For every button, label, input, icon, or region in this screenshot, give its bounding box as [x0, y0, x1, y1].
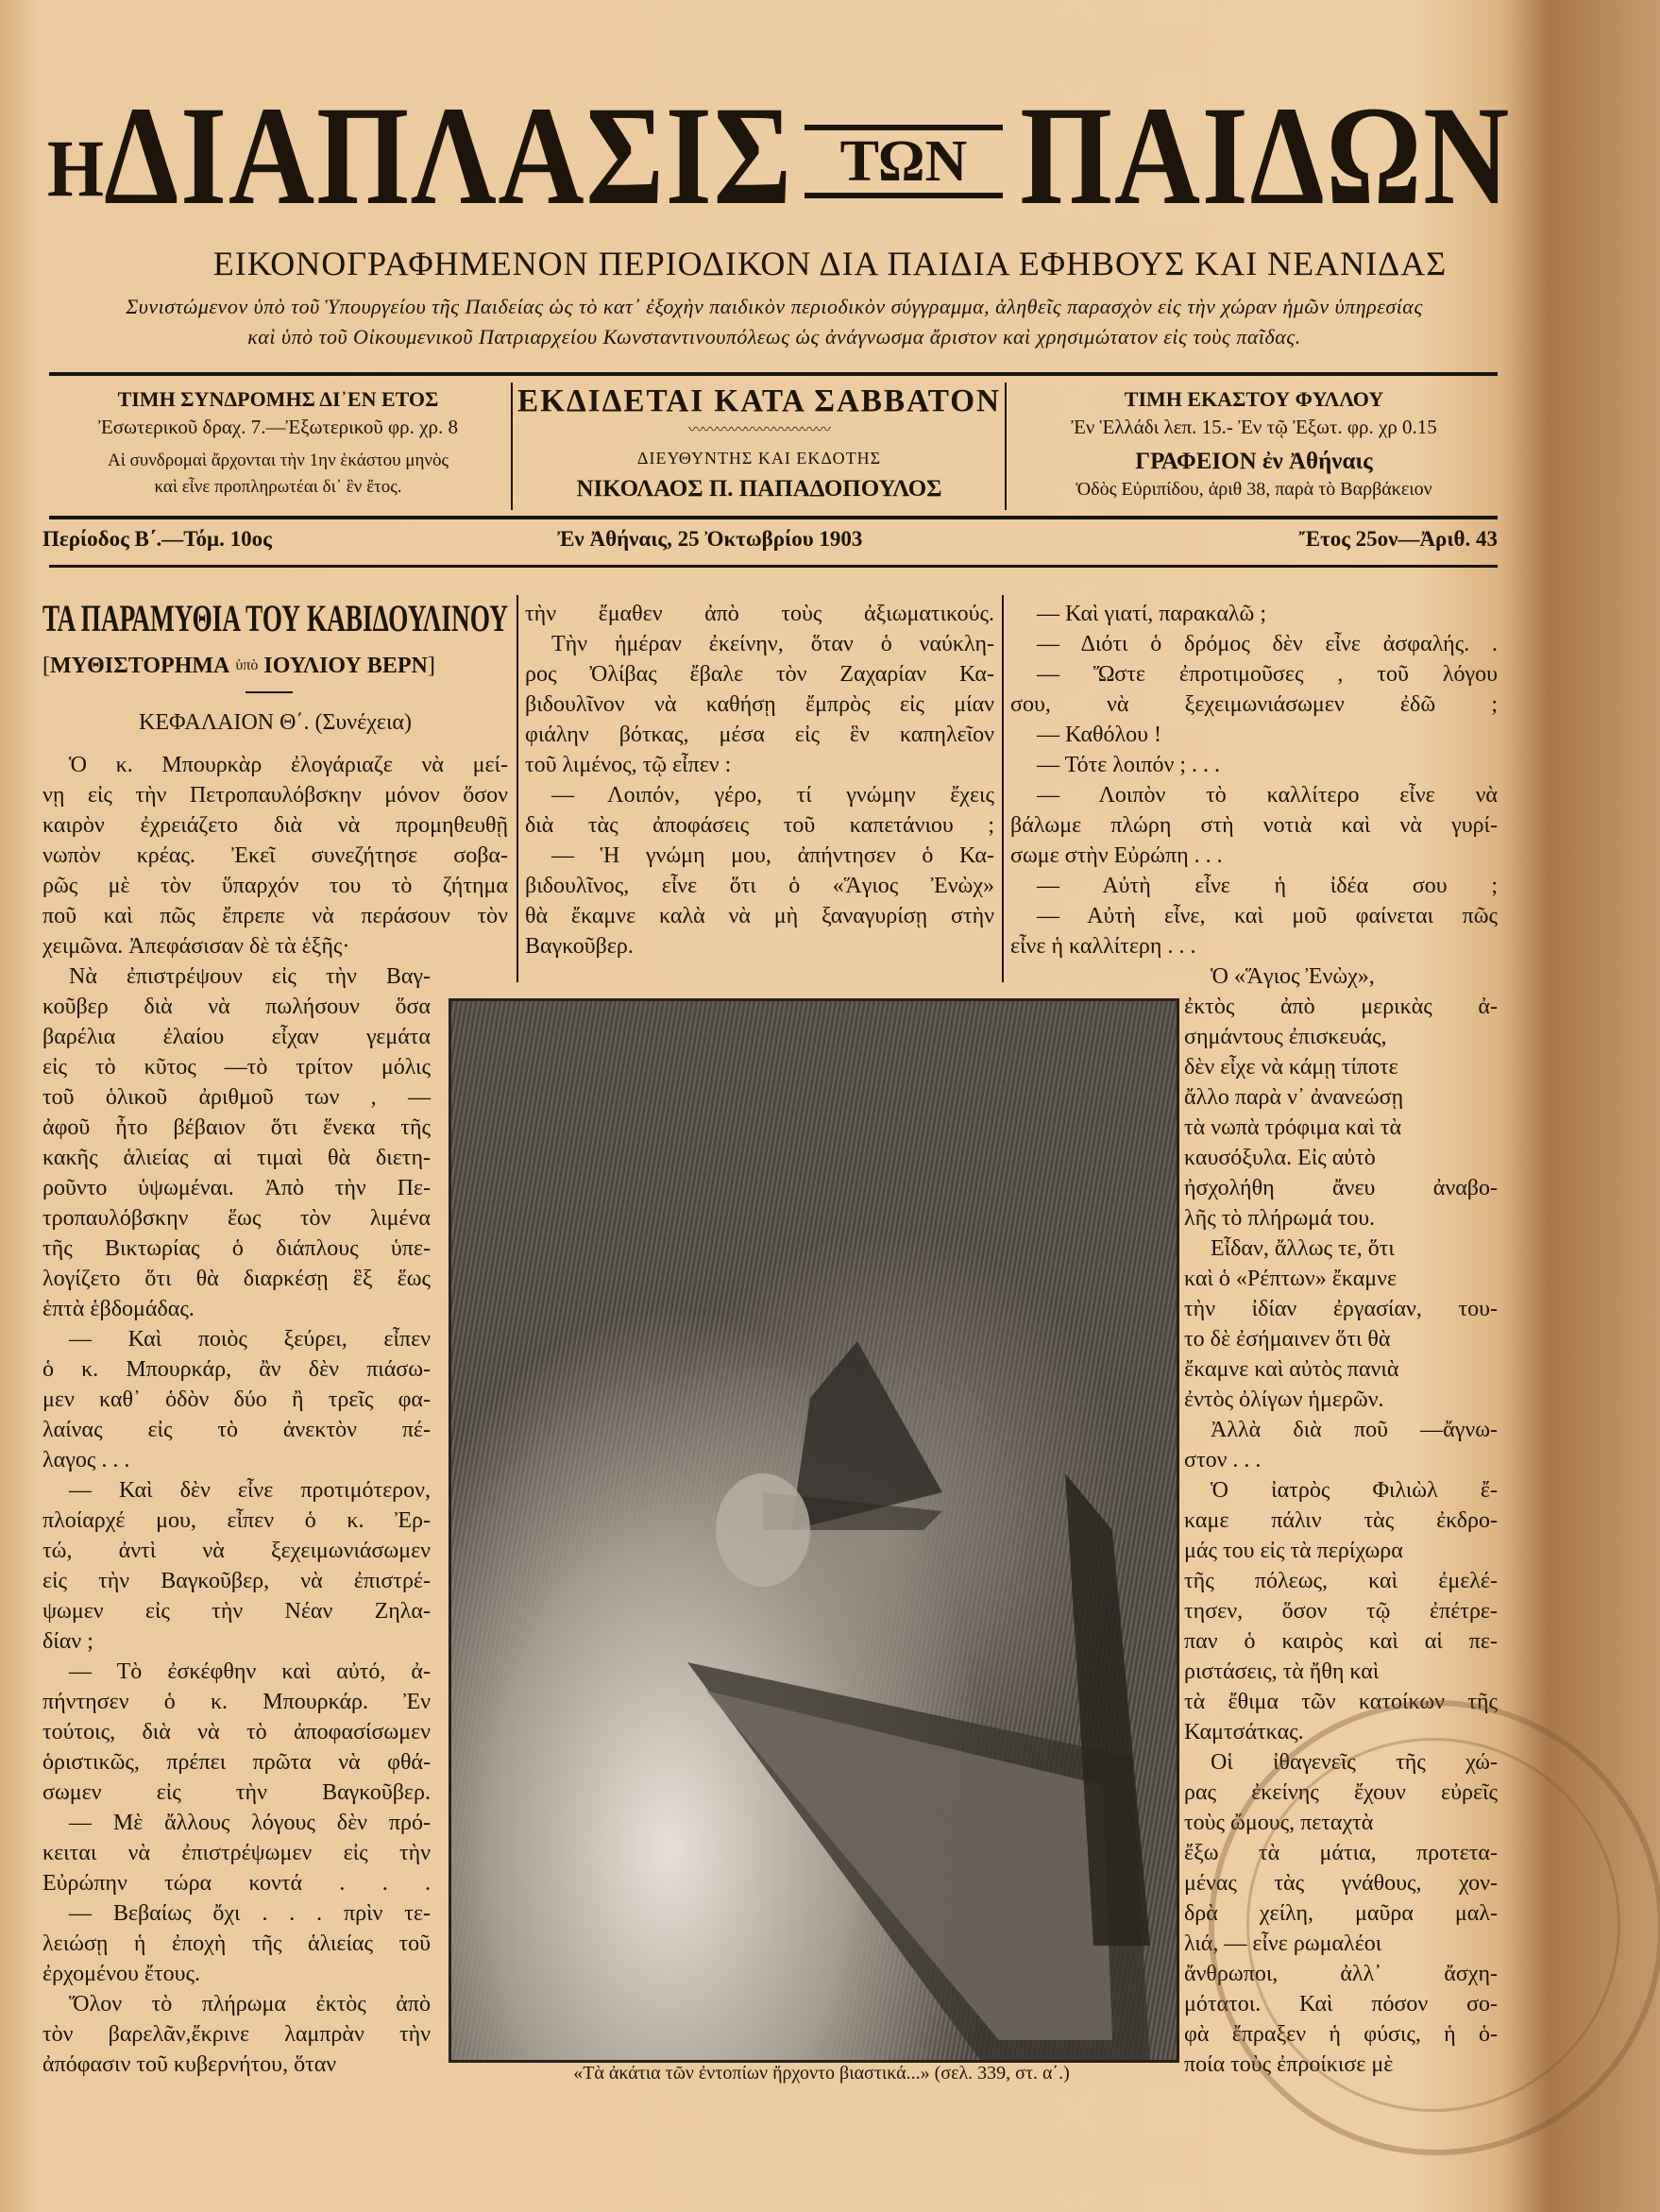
text-line-content: ἄνθρωποι, ἀλλ᾽ ἄσχη-: [1184, 1962, 1498, 1986]
text-line-content: — Τότε λοιπόν ; . . .: [1037, 753, 1221, 777]
text-line-content: τῆς Βικτωρίας ὁ διάπλους ὑπε-: [42, 1236, 431, 1261]
text-line-content: δρὰ χείλη, μαῦρα μαλ-: [1184, 1901, 1498, 1926]
text-line: [1184, 1324, 1498, 1354]
subscription-prices: Ἐσωτερικοῦ δραχ. 7.—Ἐξωτερικοῦ φρ. χρ. 8: [98, 416, 458, 438]
text-line: [1184, 1022, 1498, 1052]
text-line-content: τὰ νωπὰ τρόφιμα καὶ τὰ: [1184, 1115, 1402, 1140]
issue-period: Περίοδος Β΄.—Τόμ. 10ος: [42, 527, 272, 551]
text-line: [1010, 599, 1498, 629]
column-1-top: [42, 750, 508, 961]
price-title: ΤΙΜΗ ΕΚΑΣΤΟΥ ΦΥΛΛΟΥ: [1124, 387, 1384, 411]
text-line: [525, 629, 994, 659]
text-line-content: τώ, ἀντὶ νὰ ξεχειμωνιάσωμεν: [42, 1539, 431, 1563]
text-line-content: — Αὐτὴ εἶνε ἡ ἰδέα σου ;: [1037, 874, 1498, 898]
text-line: [42, 1475, 431, 1506]
text-line-content: — Μὲ ἄλλους λόγους δὲν πρό-: [69, 1811, 431, 1835]
text-line: [1010, 659, 1498, 689]
divider: [49, 372, 1498, 376]
text-line: [525, 901, 994, 931]
masthead-word-paidon: ΠΑΙΔΩΝ: [1020, 77, 1511, 234]
text-line: [1010, 931, 1498, 961]
text-line-content: ὁριστικῶς, πρέπει πρῶτα νὰ φθά-: [42, 1750, 431, 1775]
text-line-content: τῆς πόλεως, καὶ ἐμελέ-: [1184, 1569, 1498, 1593]
text-line: [42, 1808, 431, 1838]
text-line: [42, 1354, 431, 1385]
text-line-content: ἔκαμνε καὶ αὐτὸς πανιὰ: [1184, 1357, 1399, 1382]
text-line: [525, 931, 994, 961]
text-line: [1184, 1143, 1498, 1173]
text-line-content: φιάλην βότκας, μέσα εἰς ἓν καπηλεῖον: [525, 723, 994, 747]
text-line-content: — Καὶ ποιὸς ξεύρει, εἶπεν: [69, 1327, 431, 1352]
text-line: [42, 1022, 431, 1052]
subscription-info: [49, 387, 507, 498]
text-line: [525, 810, 994, 841]
text-line: [1184, 1203, 1498, 1234]
text-line-content: το δὲ ἐσήμαινεν ὅτι θὰ: [1184, 1327, 1391, 1352]
divider: [246, 691, 293, 693]
director-role: ΔΙΕΥΘΥΝΤΗΣ ΚΑΙ ΕΚΔΟΤΗΣ: [636, 449, 882, 468]
text-line: [1184, 1052, 1498, 1082]
text-line: [1010, 871, 1498, 901]
masthead-word-diaplasis: ΔΙΑΠΛΑΣΙΣ: [104, 77, 793, 234]
text-line: [525, 599, 994, 629]
text-line-content: ἄλλο παρὰ ν᾽ ἀνανεώσῃ: [1184, 1085, 1404, 1110]
text-line-content: βιδουλῖνος, εἶνε ὅτι ὁ «Ἅγιος Ἐνὼχ»: [525, 874, 994, 898]
text-line-content: βιδουλῖνον νὰ καθήσῃ ἔμπρὸς εἰς μίαν: [525, 692, 994, 717]
text-line: [1184, 1657, 1498, 1687]
text-line: [42, 1566, 431, 1596]
text-line: [1010, 750, 1498, 780]
text-line: [42, 1264, 431, 1294]
chapter-heading: ΚΕΦΑΛΑΙΟΝ Θ΄. (Συνέχεια): [139, 710, 412, 735]
genre: ΜΥΘΙΣΤΟΡΗΜΑ: [50, 654, 230, 678]
text-line: [1184, 1082, 1498, 1113]
text-line: [42, 1717, 431, 1747]
text-line-content: Βαγκοῦβερ.: [525, 934, 634, 959]
divider: [49, 565, 1498, 568]
text-line: [1010, 901, 1498, 931]
text-line: [525, 689, 994, 720]
text-line: [1184, 1475, 1498, 1506]
text-line-content: σημάντους ἐπισκευάς,: [1184, 1025, 1387, 1049]
text-line: [42, 901, 508, 931]
text-line-content: — Αὐτὴ εἶνε, καὶ μοῦ φαίνεται πῶς: [1037, 904, 1498, 928]
text-line-content: τὰ ἔθιμα τῶν κατοίκων τῆς: [1184, 1690, 1498, 1714]
text-line-content: μότατοι. Καὶ πόσον σο-: [1184, 1992, 1498, 2016]
text-line: [1010, 780, 1498, 810]
text-line-content: μεν καθ᾽ ὁδὸν δύο ἢ τρεῖς φα-: [42, 1387, 431, 1412]
text-line-content: ἑπτὰ ἑβδομάδας.: [42, 1297, 195, 1321]
text-line-content: στον . . .: [1184, 1448, 1262, 1472]
text-line: [1184, 1234, 1498, 1264]
text-line: [1184, 1596, 1498, 1626]
text-line-content: Οἱ ἰθαγενεῖς τῆς χώ-: [1211, 1750, 1498, 1775]
text-line: [42, 1415, 431, 1445]
text-line: [1010, 810, 1498, 841]
text-line-content: μένας τὰς γνάθους, χον-: [1184, 1871, 1498, 1896]
text-line-content: — Λοιπὸν τὸ καλλίτερο εἶνε νὰ: [1037, 783, 1498, 808]
text-line-content: εἶνε ἡ καλλίτερη . . .: [1010, 934, 1196, 959]
text-line-content: παν ὁ καιρὸς καὶ αἱ πε-: [1184, 1629, 1498, 1654]
text-line-content: τὴν ἔμαθεν ἀπὸ τοὺς ἀξιωματικούς.: [525, 602, 994, 626]
text-line: [42, 1445, 431, 1475]
text-line-content: — Ὥστε ἐπροτιμοῦσες , τοῦ λόγου: [1037, 662, 1498, 687]
text-line-content: δὲν εἶχε νὰ κάμῃ τίποτε: [1184, 1055, 1398, 1080]
text-line-content: Ὁ κ. Μπουρκὰρ ἐλογάριαζε νὰ μεί-: [69, 753, 508, 777]
text-line-content: πήντησεν ὁ κ. Μπουρκάρ. Ἐν: [42, 1690, 431, 1714]
text-line: [42, 1838, 431, 1868]
publisher-info: [517, 383, 1001, 502]
boat-engraving: [451, 1001, 1177, 2060]
text-line-content: Νὰ ἐπιστρέψουν εἰς τὴν Βαγ-: [69, 964, 431, 989]
text-line-content: ρος Ὀλίβας ἔβαλε τὸν Ζαχαρίαν Κα-: [525, 662, 994, 687]
text-line: [42, 1294, 431, 1324]
text-line-content: εἰς τὸ κῦτος —τὸ τρίτον μόλις: [42, 1055, 431, 1080]
subscription-title: ΤΙΜΗ ΣΥΝΔΡΟΜΗΣ ΔΙ᾽ΕΝ ΕΤΟΣ: [117, 387, 439, 411]
text-line: [42, 1959, 431, 1989]
text-line: [42, 1989, 431, 2019]
text-line: [42, 931, 508, 961]
column-divider: [517, 595, 518, 982]
text-line-content: ποία τοὺς ἐπροίκισε μὲ: [1184, 2052, 1394, 2077]
article-subtitle: [42, 652, 508, 680]
text-line-content: — Βεβαίως ὄχι . . . πρὶν τε-: [69, 1901, 431, 1926]
price-info: [1010, 387, 1498, 501]
text-line: [1184, 1173, 1498, 1203]
text-line: [42, 1203, 431, 1234]
text-line-content: καὶ ὁ «Ρέπτων» ἔκαμνε: [1184, 1267, 1397, 1291]
text-line-content: ρῶς μὲ τὸν ὕπαρχόν του τὸ ζήτημα: [42, 874, 508, 898]
text-line-content: δίαν ;: [42, 1629, 93, 1654]
text-line: [525, 659, 994, 689]
divider: [511, 383, 513, 510]
text-line: [1184, 1626, 1498, 1657]
text-line: [1010, 689, 1498, 720]
recommendation-line: καὶ ὑπὸ τοῦ Οἰκουμενικοῦ Πατριαρχείου Κωνσταντινουπόλεως ὡς ἀνάγνωσμα ἄριστον καὶ χρησιμώτατον εἰς τοὺς παῖδας.: [247, 325, 1301, 349]
by-label: ὑπὸ: [235, 657, 259, 673]
text-line-content: λογίζετο ὅτι θὰ διαρκέσῃ ἓξ ἕως: [42, 1267, 431, 1291]
text-line-content: τροπαυλόβσκην ἕως τὸν λιμένα: [42, 1206, 431, 1231]
text-line-content: Ἀλλὰ διὰ ποῦ —ἄγνω-: [1211, 1418, 1498, 1442]
text-line-content: λαγος . . .: [42, 1448, 130, 1472]
text-line: [42, 2019, 431, 2050]
text-line-content: ριστάσεις, τὰ ἤθη καὶ: [1184, 1659, 1380, 1684]
director-name: ΝΙΚΟΛΑΟΣ Π. ΠΑΠΑΔΟΠΟΥΛΟΣ: [576, 476, 942, 502]
masthead-article: Η: [47, 123, 104, 213]
text-line-content: λιά, — εἶνε ρωμαλέοι: [1184, 1931, 1382, 1956]
office-address: Ὁδὸς Εὐριπίδου, ἀριθ 38, παρὰ τὸ Βαρβάκειον: [1076, 479, 1432, 500]
text-line: [42, 1324, 431, 1354]
masthead-word-ton: ΤΩΝ: [805, 125, 1003, 198]
text-line-content: Εὐρώπην τώρα κοντά . . .: [42, 1871, 431, 1896]
text-line-content: ἔξω τὰ μάτια, προτετα-: [1184, 1841, 1498, 1865]
text-line-content: τοῦ λιμένος, τῷ εἶπεν :: [525, 753, 732, 777]
text-line-content: ἐντὸς ὀλίγων ἡμερῶν.: [1184, 1387, 1384, 1412]
text-line: [525, 750, 994, 780]
text-line-content: — Διότι ὁ δρόμος δὲν εἶνε ἀσφαλής. .: [1037, 632, 1498, 656]
text-line-content: ροῦντο ὑψωμέναι. Ἀπὸ τὴν Πε-: [42, 1176, 431, 1200]
text-line: [42, 1929, 431, 1959]
text-line-content: τοὺς ὤμους, πεταχτὰ: [1184, 1811, 1374, 1835]
text-line: [42, 1747, 431, 1778]
text-line-content: — Καθόλου !: [1037, 723, 1162, 747]
text-line: [42, 1778, 431, 1808]
text-line: [42, 750, 508, 780]
text-line: [1184, 1415, 1498, 1445]
text-line-content: — Ἡ γνώμη μου, ἀπήντησεν ὁ Κα-: [551, 843, 994, 868]
issue-number: Ἔτος 25ον—Ἀριθ. 43: [1298, 527, 1498, 551]
text-line: [1184, 1113, 1498, 1143]
text-line: [42, 1143, 431, 1173]
text-line: [1010, 629, 1498, 659]
text-line-content: καιρὸν ἐχρειάζετο διὰ νὰ προμηθευθῇ: [42, 813, 508, 838]
text-line-content: τησεν, ὅσον τῷ ἐπέτρε-: [1184, 1599, 1498, 1624]
text-line: [42, 1626, 431, 1657]
text-line-content: Ὅλον τὸ πλήρωμα ἐκτὸς ἀπὸ: [69, 1992, 431, 2016]
text-line-content: ἐκτὸς ἀπὸ μερικὰς ἀ-: [1184, 995, 1498, 1019]
text-line: [42, 1082, 431, 1113]
article-title: ΤΑ ΠΑΡΑΜΥΘΙΑ ΤΟΥ ΚΑΒΙΔΟΥΛΙΝΟΥ: [42, 597, 508, 639]
illustration-caption: «Τὰ ἀκάτια τῶν ἐντοπίων ἤρχοντο βιαστικά...» (σελ. 339, στ. α΄.): [573, 2063, 1070, 2084]
text-line: [1184, 1445, 1498, 1475]
masthead-subtitle: ΕΙΚΟΝΟΓΡΑΦΗΜΕΝΟΝ ΠΕΡΙΟΔΙΚΟΝ ΔΙΑ ΠΑΙΔΙΑ ΕΦΗΒΟΥΣ ΚΑΙ ΝΕΑΝΙΔΑΣ: [212, 245, 1448, 282]
column-1-bottom: [42, 961, 431, 2080]
text-line-content: καμε πάλιν τὰς ἐκδρο-: [1184, 1508, 1498, 1533]
divider: [1005, 383, 1007, 510]
bracket: ]: [427, 654, 435, 678]
bracket: [: [42, 654, 50, 678]
text-line-content: — Λοιπόν, γέρο, τί γνώμην ἔχεις: [551, 783, 994, 808]
text-line: [525, 871, 994, 901]
text-line: [1184, 1506, 1498, 1536]
text-line: [1184, 1385, 1498, 1415]
text-line-content: σωμε στὴν Εὐρώπη . . .: [1010, 843, 1223, 868]
column-3-top: [1010, 599, 1498, 961]
text-line-content: εἰς τὴν Βαγκοῦβερ, νὰ ἐπιστρέ-: [42, 1569, 431, 1593]
text-line: [42, 780, 508, 810]
text-line: [42, 1596, 431, 1626]
text-line: [525, 780, 994, 810]
text-line: [1010, 720, 1498, 750]
text-line-content: λαίνας εἰς τὸ ἀνεκτὸν πέ-: [42, 1418, 431, 1442]
column-divider: [1002, 595, 1004, 982]
text-line-content: κοῦβερ διὰ νὰ πωλήσουν ὅσα: [42, 995, 431, 1019]
text-line: [42, 1385, 431, 1415]
text-line: [1184, 1264, 1498, 1294]
text-line-content: φὰ ἔπραξεν ἡ φύσις, ἡ ὁ-: [1184, 2022, 1498, 2047]
author: ΙΟΥΛΙΟΥ ΒΕΡΝ: [263, 654, 428, 678]
recommendation-line: Συνιστώμενον ὑπὸ τοῦ Ὑπουργείου τῆς Παιδείας ὡς τὸ κατ᾽ ἐξοχὴν παιδικὸν περιοδικὸν σύγγραμμα, ἀληθεῖς παρασχὸν εἰς τὴν χώραν ἡμῶν ὑπηρεσίας: [126, 295, 1423, 318]
text-line-content: νωπὸν κρέας. Ἐκεῖ συνεζήτησε σοβα-: [42, 843, 508, 868]
text-line-content: θὰ ἔκαμνε καλὰ νὰ μὴ ξαναγυρίσῃ στὴν: [525, 904, 994, 928]
text-line-content: κειται νὰ ἐπιστρέψωμεν εἰς τὴν: [42, 1841, 431, 1865]
office-title: ΓΡΑΦΕΙΟΝ ἐν Ἀθήναις: [1135, 449, 1373, 474]
text-line-content: ρας ἐκείνης ἔχουν εὐρεῖς: [1184, 1780, 1498, 1805]
text-line-content: ἠσχολήθη ἄνευ ἀναβο-: [1184, 1176, 1498, 1200]
text-line-content: βάλωμε πλώρη στὴ νοτιὰ καὶ νὰ γυρί-: [1010, 813, 1498, 838]
price-values: Ἐν Ἑλλάδι λεπ. 15.- Ἐν τῷ Ἐξωτ. φρ. χρ 0.15: [1071, 416, 1437, 438]
text-line: [42, 1536, 431, 1566]
divider: [49, 516, 1498, 519]
text-line-content: ποῦ καὶ πῶς ἔπρεπε νὰ περάσουν τὸν: [42, 904, 508, 928]
text-line: [525, 720, 994, 750]
text-line: [42, 810, 508, 841]
text-line: [525, 841, 994, 871]
text-line: [1184, 961, 1498, 992]
text-line-content: διὰ τὰς ἀποφάσεις τοῦ καπετάνιου ;: [525, 813, 994, 838]
illustration-boat-in-storm: [449, 998, 1179, 2063]
text-line-content: ψωμεν εἰς τὴν Νέαν Ζηλα-: [42, 1599, 431, 1624]
text-line: [42, 871, 508, 901]
text-line-content: Ὁ «Ἅγιος Ἐνὼχ»,: [1211, 964, 1375, 989]
text-line: [42, 1898, 431, 1929]
text-line: [42, 1113, 431, 1143]
text-line-content: χειμῶνα. Ἀπεφάσισαν δὲ τὰ ἑξῆς·: [42, 934, 350, 959]
text-line: [42, 1234, 431, 1264]
text-line-content: μάς του εἰς τὰ περίχωρα: [1184, 1539, 1403, 1563]
text-line: [1184, 992, 1498, 1022]
text-line-content: Ὁ ἰατρὸς Φιλιὼλ ἔ-: [1211, 1478, 1498, 1503]
issue-date: Ἐν Ἀθήναις, 25 Ὀκτωβρίου 1903: [557, 527, 863, 551]
publication-frequency: ΕΚΔΙΔΕΤΑΙ ΚΑΤΑ ΣΑΒΒΑΤΟΝ: [517, 383, 1001, 418]
text-line-content: βαρέλια ἐλαίου εἶχαν γεμάτα: [42, 1025, 431, 1049]
text-line: [42, 1173, 431, 1203]
text-line: [1010, 841, 1498, 871]
text-line-content: ὁ κ. Μπουρκάρ, ἂν δὲν πιάσω-: [42, 1357, 431, 1382]
text-line: [42, 2050, 431, 2080]
text-line-content: ἀφοῦ ἦτο βέβαιον ὅτι ἕνεκα τῆς: [42, 1115, 431, 1140]
text-line: [1184, 1354, 1498, 1385]
text-line-content: νῃ εἰς τὴν Πετροπαυλόβσκην μόνον ὅσον: [42, 783, 508, 808]
text-line-content: πλοίαρχέ μου, εἶπεν ὁ κ. Ἐρ-: [42, 1508, 431, 1533]
text-line-content: λειώσῃ ἡ ἐποχὴ τῆς ἁλιείας τοῦ: [42, 1931, 431, 1956]
text-line-content: σου, νὰ ξεχειμωνιάσωμεν ἐδῶ ;: [1010, 692, 1498, 717]
text-line-content: — Τὸ ἐσκέφθην καὶ αὐτό, ἀ-: [69, 1659, 431, 1684]
text-line-content: τούτοις, διὰ νὰ τὸ ἀποφασίσωμεν: [42, 1720, 431, 1744]
text-line: [42, 1052, 431, 1082]
zigzag-ornament: 〰〰〰〰〰〰〰〰〰〰: [687, 422, 830, 438]
text-line-content: ἐρχομένου ἔτους.: [42, 1962, 200, 1986]
text-line: [1184, 1536, 1498, 1566]
text-line: [1184, 1294, 1498, 1324]
text-line-content: τὸν βαρελᾶν,ἔκρινε λαμπρὰν τὴν: [42, 2022, 431, 2047]
text-line-content: Εἶδαν, ἄλλως τε, ὅτι: [1211, 1236, 1395, 1261]
text-line-content: τὴν ἰδίαν ἐργασίαν, του-: [1184, 1297, 1498, 1321]
subscription-note: καὶ εἶνε προπληρωτέαι δι᾽ ἓν ἔτος.: [154, 477, 402, 497]
text-line: [42, 841, 508, 871]
text-line-content: — Καὶ δὲν εἶνε προτιμότερον,: [69, 1478, 431, 1503]
subscription-note: Αἱ συνδρομαὶ ἄρχονται τὴν 1ην ἑκάστου μηνὸς: [107, 451, 449, 470]
text-line: [42, 1657, 431, 1687]
text-line-content: ἀπόφασιν τοῦ κυβερνήτου, ὅταν: [42, 2052, 337, 2077]
library-stamp-inner-ring: [1246, 1738, 1620, 2112]
column-2: [525, 599, 994, 961]
text-line-content: — Καὶ γιατί, παρακαλῶ ;: [1037, 602, 1267, 626]
text-line: [42, 961, 431, 992]
text-line-content: κακῆς ἁλιείας αἱ τιμαὶ θὰ διετη-: [42, 1146, 431, 1170]
text-line-content: τοῦ ὁλικοῦ ἀριθμοῦ των , —: [42, 1085, 431, 1110]
text-line: [42, 1506, 431, 1536]
text-line-content: Καμτσάτκας.: [1184, 1720, 1304, 1744]
text-line: [1184, 1566, 1498, 1596]
text-line-content: Τὴν ἡμέραν ἐκείνην, ὅταν ὁ ναύκλη-: [551, 632, 994, 656]
text-line-content: λῆς τὸ πλήρωμά του.: [1184, 1206, 1376, 1231]
text-line: [42, 992, 431, 1022]
text-line: [42, 1868, 431, 1898]
text-line-content: καυσόξυλα. Εἰς αὐτὸ: [1184, 1146, 1376, 1170]
text-line-content: σωμεν εἰς τὴν Βαγκοῦβερ.: [42, 1780, 431, 1805]
text-line: [42, 1687, 431, 1717]
masthead: [38, 76, 1511, 246]
